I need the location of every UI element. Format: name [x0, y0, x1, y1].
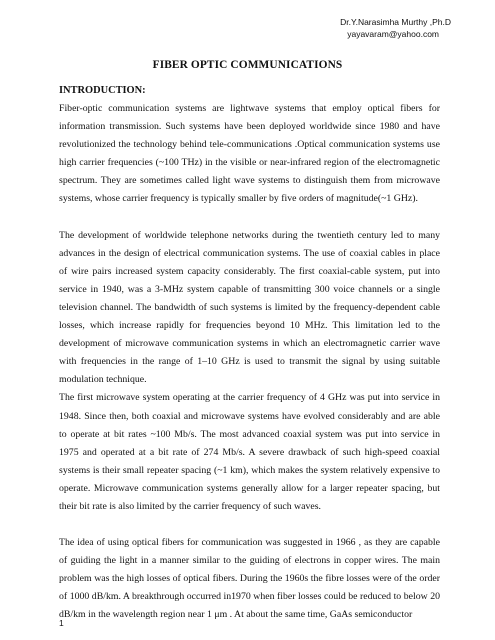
author-header [231, 16, 451, 40]
document-title: FIBER OPTIC COMMUNICATIONS [152, 59, 343, 71]
document-body [59, 82, 440, 625]
paragraph-3: The first microwave system operating at the carrier frequency of 4 GHz was put into service in 1948. Since then, both coaxial and microwave systems have evolved considerably and are able to operate at bit rates ~100 Mb/s. The most advanced coaxial system was put into service in 1975 and operated at a bit rate of 274 Mb/s. A severe drawback of such high-speed coaxial systems is their small repeater spacing (~1 km), which makes the system relatively expensive to operate. Microwave communication systems generally allow for a larger repeater spacing, but their bit rate is also limited by the carrier frequency of such waves. [59, 392, 440, 512]
section-heading: INTRODUCTION: [59, 85, 146, 96]
paragraph-1: Fiber-optic communication systems are lightwave systems that employ optical fibers for information transmission. Such systems have been deployed worldwide since 1980 and have revolutionized the technology behind tele-communications .Optical communication systems use high carrier frequencies (~100 THz) in the visible or near-infrared region of the electromagnetic spectrum. They are sometimes called light wave systems to distinguish them from microwave systems, whose carrier frequency is typically smaller by five orders of magnitude(~1 GHz). [59, 103, 440, 205]
author-email: yayavaram@yahoo.com [347, 29, 439, 39]
author-name: Dr.Y.Narasimha Murthy ,Ph.D [340, 17, 451, 27]
paragraph-4: The idea of using optical fibers for communication was suggested in 1966 , as they are capable of guiding the light in a manner similar to the guiding of electrons in copper wires. The main problem was the high losses of optical fibers. During the 1960s the fibre losses were of the order of 1000 dB/km. A breakthrough occurred in1970 when fiber losses could be reduced to below 20 dB/km in the wavelength region near 1 μm . At about the same time, GaAs semiconductor [59, 537, 440, 621]
paragraph-2: The development of worldwide telephone networks during the twentieth century led to many advances in the design of electrical communication systems. The use of coaxial cables in place of wire pairs increased system capacity considerably. The first coaxial-cable system, put into service in 1940, was a 3-MHz system capable of transmitting 300 voice channels or a single television channel. The bandwidth of such systems is limited by the frequency-dependent cable losses, which increase rapidly for frequencies beyond 10 MHz. This limitation led to the development of microwave communication systems in which an electromagnetic carrier wave with frequencies in the range of 1–10 GHz is used to transmit the signal by using suitable modulation technique. [59, 229, 440, 386]
page-number: 1 [59, 618, 64, 628]
